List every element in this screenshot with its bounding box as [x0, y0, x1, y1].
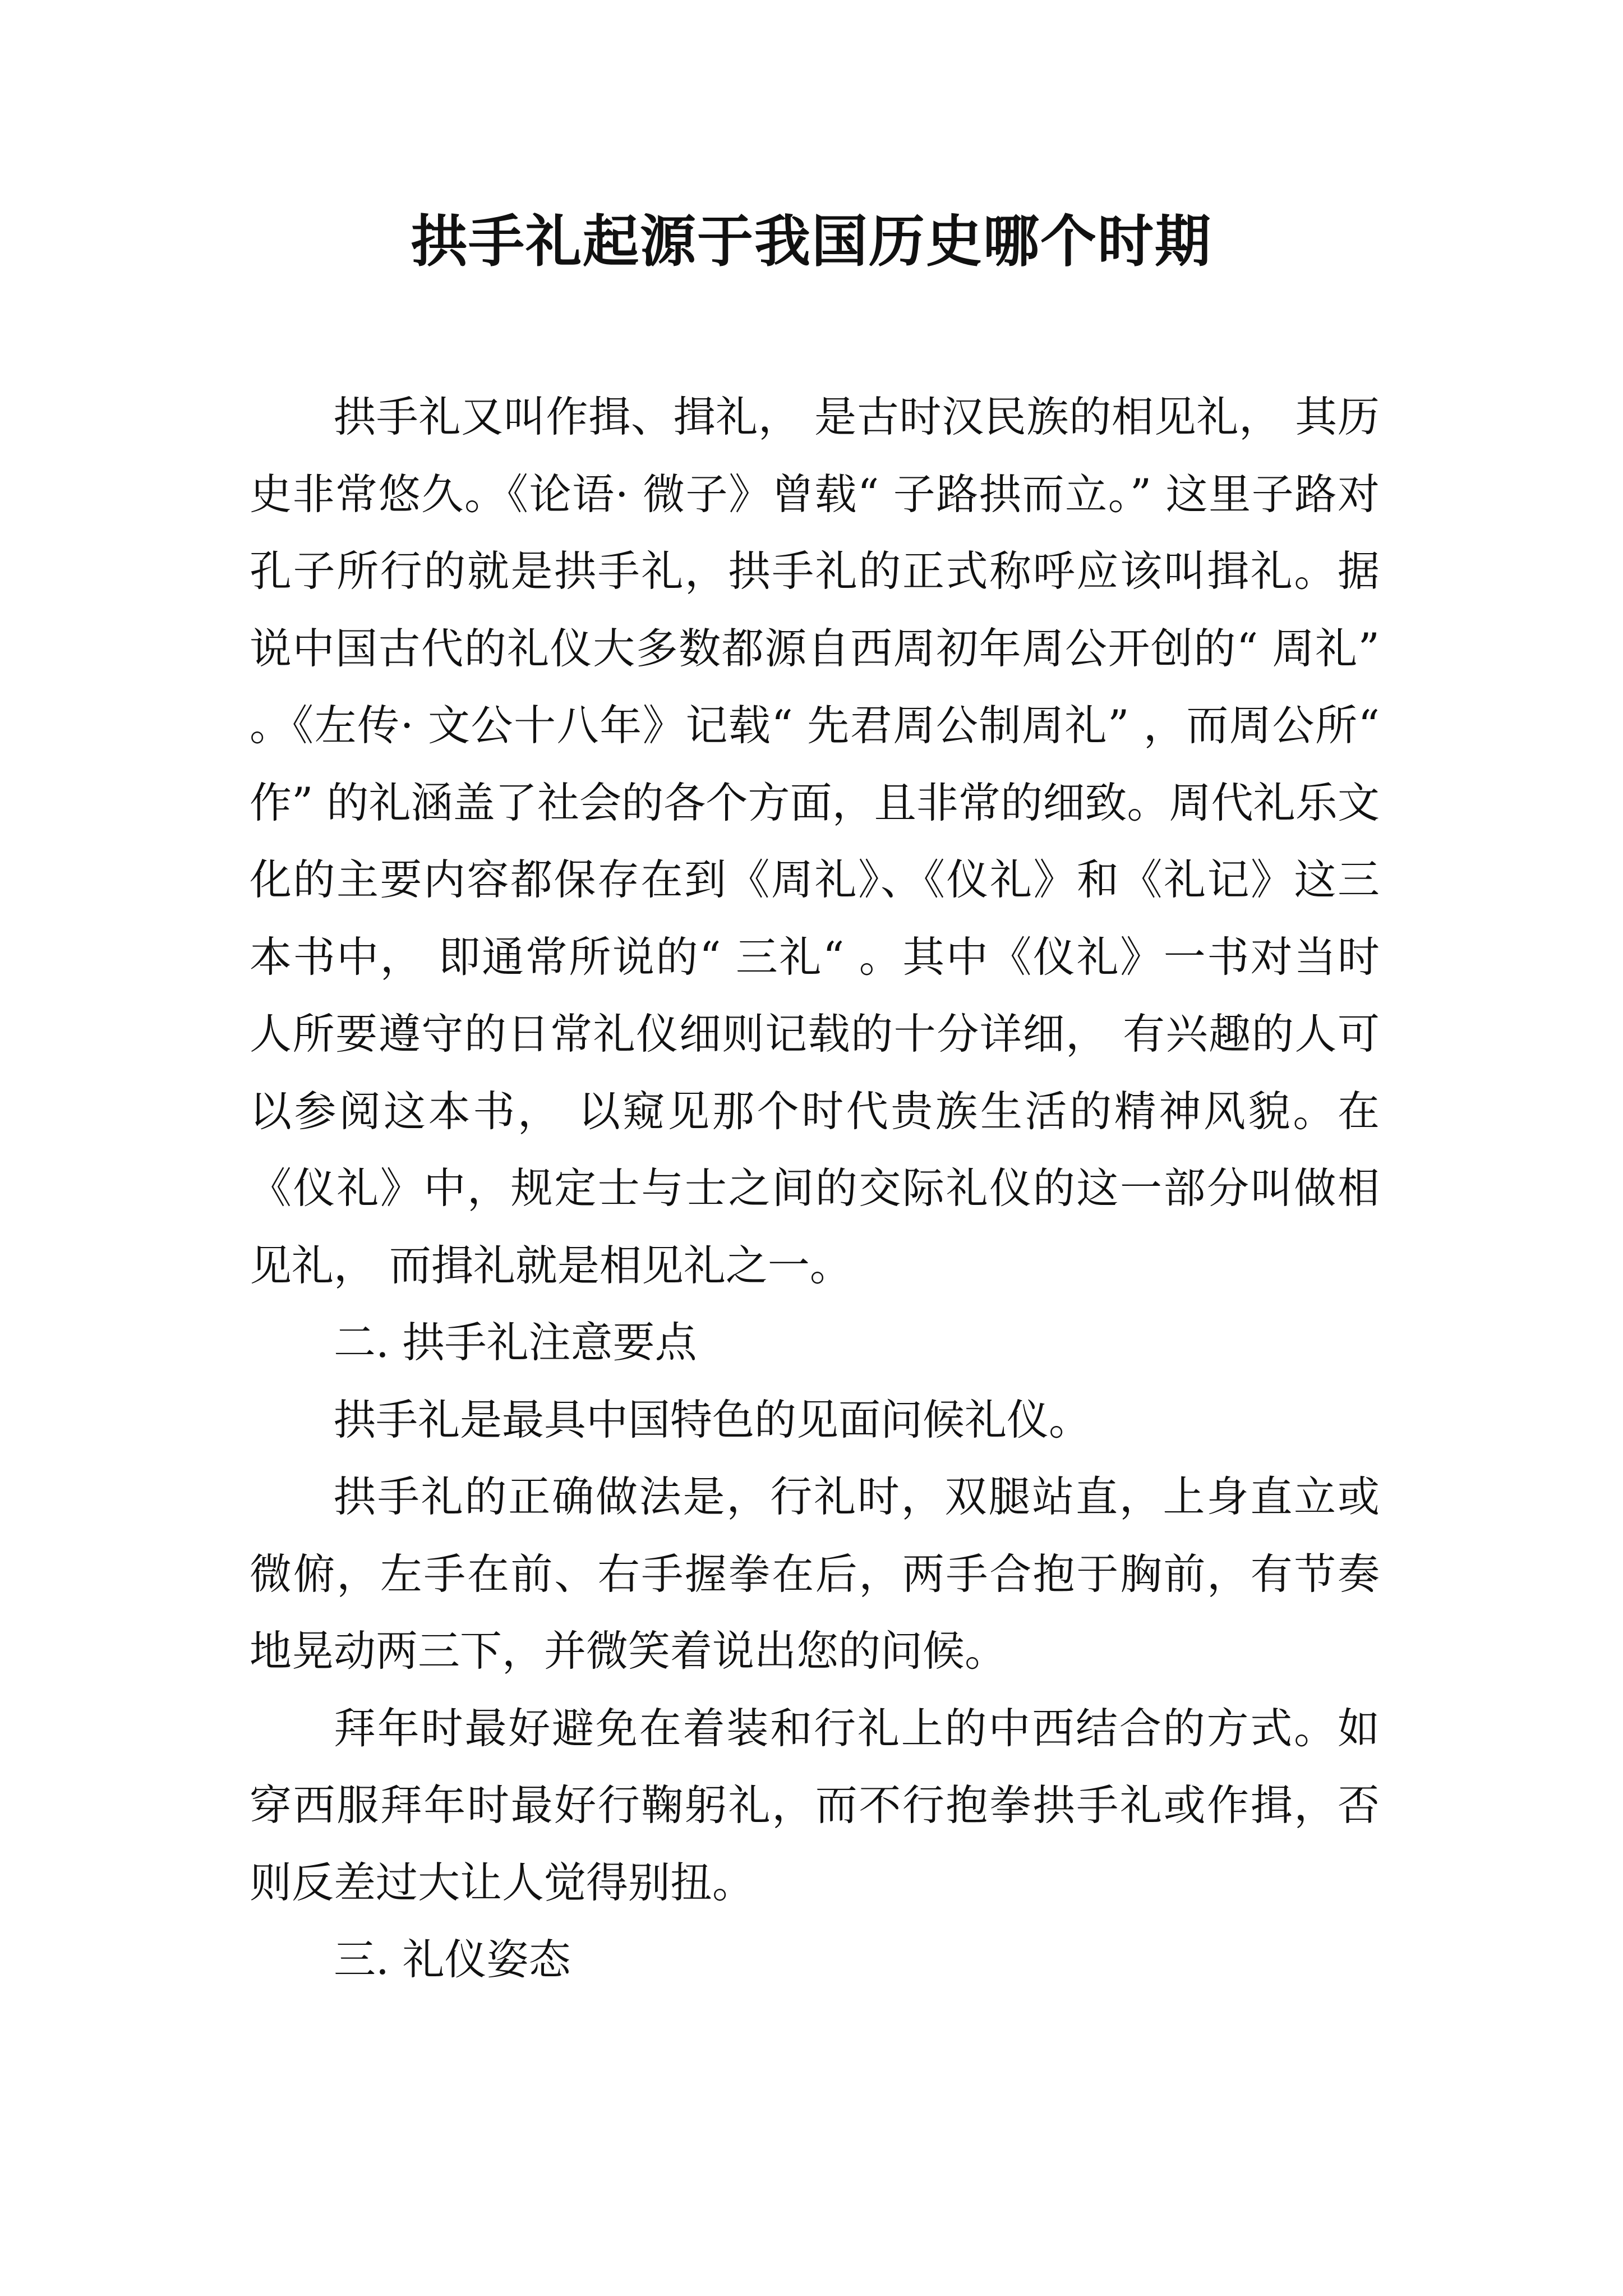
document-body [250, 379, 1380, 1999]
document-title: 拱手礼起源于我国历史哪个时期 [411, 208, 1212, 274]
paragraph-intro: 拱手礼是最具中国特色的见面问候礼仪。 [334, 1395, 1091, 1444]
section-heading-key-points: 二. 拱手礼注意要点 [334, 1318, 697, 1367]
section-heading-posture: 三. 礼仪姿态 [334, 1935, 571, 1984]
paragraph-new-year: 拜年时最好避免在着装和行礼上的中西结合的方式。如穿西服拜年时最好行鞠躬礼，而不行抱拳拱手礼或作揖，否则反差过大让人觉得别扭。 [250, 1703, 1380, 1907]
paragraph-origin: 拱手礼又叫作揖、揖礼， 是古时汉民族的相见礼， 其历史非常悠久。《论语· 微子》曾载“ 子路拱而立。” 这里子路对孔子所行的就是拱手礼，拱手礼的正式称呼应该叫揖礼。据说中国古代的礼仪大多数都源自西周初年周公开创的“ 周礼” 。《左传· 文公十八年》记载“ 先君周公制周礼” ，而周公所“ 作” 的礼涵盖了社会的各个方面，且非常的细致。周代礼乐文化的主要内容都保存在到《周礼》、《仪礼》和《礼记》这三本书中， 即通常所说的“ 三礼“ 。其中《仪礼》一书对当时人所要遵守的日常礼仪细则记载的十分详细， 有兴趣的人可以参阅这本书， 以窥见那个时代贵族生活的精神风貌。在《仪礼》中，规定士与士之间的交际礼仪的这一部分叫做相见礼， 而揖礼就是相见礼之一。 [250, 392, 1380, 1290]
paragraph-method: 拱手礼的正确做法是，行礼时，双腿站直，上身直立或微俯，左手在前、右手握拳在后，两手合抱于胸前，有节奏地晃动两三下，并微笑着说出您的问候。 [250, 1472, 1380, 1676]
